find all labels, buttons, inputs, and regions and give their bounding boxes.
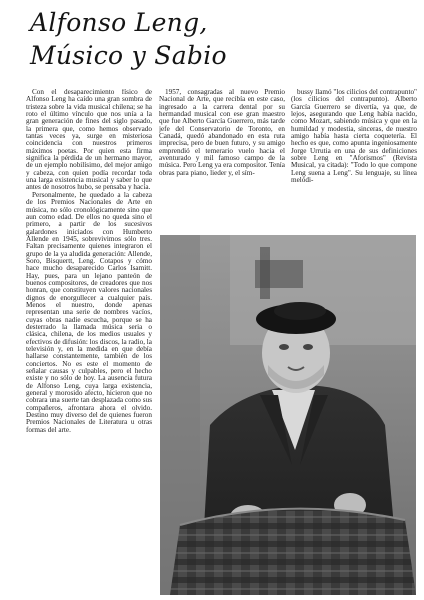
article-column-1 [26, 89, 152, 597]
headline-line-1: Alfonso Leng, [30, 8, 208, 37]
headline-line-2: Músico y Sabio [30, 41, 227, 70]
portrait-illustration [160, 235, 416, 595]
portrait-photo [160, 235, 416, 595]
headline [30, 6, 410, 72]
paragraph: Personalmente, he quedado a la cabeza de los Premios Nacionales de Arte en música, no sólo cronológicamente sino que aun como edad. De ellos no queda sino el primero, a partir de los sucesivos galardones iniciados con Humberto Allende en 1945, sobrevivimos sólo tres. Faltan precisamente quienes integraron el grupo de la ya aludida generación: Allende, Soro, Bisquertt, Leng. Cotapos y cómo hace mucho desaparecido Carlos Isamitt. Hay, pues, para un lejano panteón de buenos compositores, de creadores que nos honran, que constituyen valores nacionales dignos de enorgullecer a cualquier país. Menos el nuestro, donde apenas representan una serie de nombres vacíos, cuyas obras nadie escucha, porque se ha desterrado la llamada música seria o clásica, chilena, de los medios usuales y efectivos de difusión: los discos, la radio, la televisión y, en la medida en que debía hallarse constantemente, también de los conciertos. No es este el momento de señalar causas y culpables, pero el hecho existe y no sólo de hoy. La ausencia futura de Alfonso Leng, cuya larga existencia, general y morosido afecto, hicieron que no cobrara una suerte tan desplazada como sus compañeros, afrontara ahora el olvido. Destino muy diverso del de quienes fueron Premios Nacionales de Literatura u otras formas del arte. [26, 190, 152, 434]
paragraph: Con el desaparecimiento físico de Alfonso Leng ha caído una gran sombra de tristeza sobre la vida musical chilena; se ha roto el último vínculo que nos unía a la gran generación de fines del siglo pasado, la primera que, como hemos observado tantas veces ya, surge en misteriosa coincidencia con nuestros primeros máximos poetas. Por quien esta firma significa la pérdida de un hermano mayor, de un ejemplo nobilísimo, del mejor amigo y cabeza, con quien podía recordar toda una larga existencia musical y saber lo que antes de nosotros hubo, se pensaba y hacía. [26, 89, 152, 192]
article-column-2 [159, 89, 285, 229]
paragraph: bussy llamó "los cilicios del contrapunto" (los cilicios del contrapunto). Alberto García Guerrero se divertía, ya que, de lejos, asegurando que Leng había nacido, como Mozart, sabiendo música y que en la humildad y modestia, sinceras, de nuestro amigo había hasta cierta coquetería. El hecho es que, como apunta ingeniosamente Jorge Urrutia en una de sus definiciones sobre Leng en "Aforismos" (Revista Musical, ya citada): "Todo lo que compone Leng suena a Leng". Su lenguaje, su línea melódi- [291, 89, 417, 185]
article-column-3 [291, 89, 417, 229]
paragraph: 1957, consagradas al nuevo Premio Nacional de Arte, que recibía en este caso, ingresado a la carrera dental por su hermandad musical con ese gran maestro que fue Alberto García Guerrero, más tarde jefe del Conservatorio de Toronto, en Canadá, quedó abandonado en esta ruta imprecisa, pero de buen futuro, y su amigo emprendió el temerario vuelo hacia el aventurado y mil famoso campo de la música. Pero Leng ya era compositor. Tenía obras para piano, lieder y, el sím- [159, 89, 285, 177]
